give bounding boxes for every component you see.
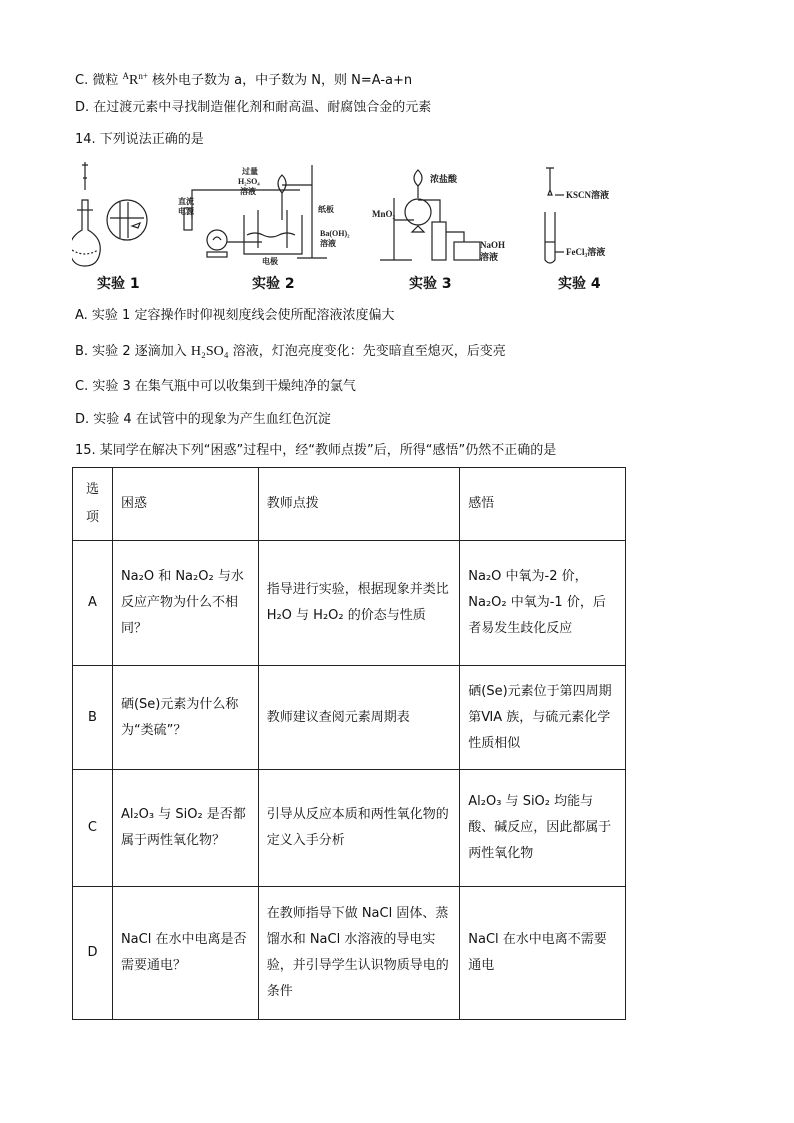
exp2-electrode-label: 电极 (262, 257, 278, 266)
option-14b: B. 实验 2 逐滴加入 H₂SO₄ 溶液，灯泡亮度变化：先变暗直至熄灭，后变亮 (75, 344, 506, 359)
row-key: C (73, 770, 113, 887)
table-header-row (73, 468, 626, 541)
q15-table (72, 467, 626, 1020)
exp3-hcl-label: 浓盐酸 (430, 174, 458, 184)
row-confusion: NaCl 在水中电离是否需要通电？ (112, 887, 258, 1020)
caption-exp4: 实验 4 (558, 276, 601, 292)
table-row (73, 887, 626, 1020)
option-14d: D. 实验 4 在试管中的现象为产生血红色沉淀 (75, 412, 331, 427)
exp3-mno2-label: MnO₂ (372, 209, 396, 219)
question-15-stem: 15. 某同学在解决下列“困惑”过程中，经“教师点拨”后，所得“感悟”仍然不正确的是 (75, 443, 557, 458)
exp2-card-label: 纸板 (318, 205, 334, 214)
option-14a: A. 实验 1 定容操作时仰视刻度线会使所配溶液浓度偏大 (75, 308, 395, 323)
exp2-acid-label-3: 溶液 (240, 187, 256, 196)
header-option: 选项 (73, 468, 113, 541)
option-13d: D. 在过渡元素中寻找制造催化剂和耐高温、耐腐蚀合金的元素 (75, 100, 432, 115)
row-guidance: 引导从反应本质和两性氧化物的定义入手分析 (258, 770, 460, 887)
exp3-naoh-label-2: 溶液 (480, 252, 499, 262)
apparatus-drawings (72, 160, 632, 295)
exp4-test-tube-icon (545, 168, 564, 263)
row-key: A (73, 541, 113, 666)
caption-exp1: 实验 1 (97, 276, 140, 292)
row-guidance: 指导进行实验，根据现象并类比 H₂O 与 H₂O₂ 的价态与性质 (258, 541, 460, 666)
exp2-power-label-1: 直流 (178, 197, 194, 206)
exp2-acid-label-2: H₂SO₄ (238, 177, 260, 186)
exp4-kscn-label: KSCN溶液 (566, 190, 610, 200)
question-14-stem: 14. 下列说法正确的是 (75, 132, 204, 147)
row-confusion: Na₂O 和 Na₂O₂ 与水反应产物为什么不相同？ (112, 541, 258, 666)
row-key: B (73, 666, 113, 770)
exp3-naoh-label-1: NaOH (480, 240, 506, 250)
row-guidance: 在教师指导下做 NaCl 固体、蒸馏水和 NaCl 水溶液的导电实验，并引导学生认识物质导电的条件 (258, 887, 460, 1020)
experiment-figure (72, 160, 632, 295)
exp2-acid-label-1: 过量 (242, 167, 258, 176)
caption-exp3: 实验 3 (409, 276, 452, 292)
row-key: D (73, 887, 113, 1020)
caption-exp2: 实验 2 (252, 276, 295, 292)
row-insight: Al₂O₃ 与 SiO₂ 均能与酸、碱反应，因此都属于两性氧化物 (460, 770, 626, 887)
option-13c: C. 微粒 $^AR^{n+}$ 核外电子数为 a，中子数为 N，则 N=A-a+n (75, 71, 413, 88)
table-row (73, 666, 626, 770)
exp4-fecl3-label: FeCl₃溶液 (566, 247, 606, 257)
table-row (73, 770, 626, 887)
row-insight: Na₂O 中氧为-2 价，Na₂O₂ 中氧为-1 价，后者易发生歧化反应 (460, 541, 626, 666)
header-guidance: 教师点拨 (258, 468, 460, 541)
header-confusion: 困惑 (112, 468, 258, 541)
option-14c: C. 实验 3 在集气瓶中可以收集到干燥纯净的氯气 (75, 379, 356, 394)
exp2-baoh-label-1: Ba(OH)₂ (320, 229, 350, 238)
exp2-power-label-2: 电源 (178, 207, 194, 216)
exp1-volumetric-flask-icon (72, 162, 147, 266)
row-insight: NaCl 在水中电离不需要通电 (460, 887, 626, 1020)
row-guidance: 教师建议查阅元素周期表 (258, 666, 460, 770)
exp2-baoh-label-2: 溶液 (320, 239, 336, 248)
table-row (73, 541, 626, 666)
header-insight: 感悟 (460, 468, 626, 541)
row-confusion: 硒(Se)元素为什么称为“类硫”？ (112, 666, 258, 770)
row-confusion: Al₂O₃ 与 SiO₂ 是否都属于两性氧化物？ (112, 770, 258, 887)
row-insight: 硒(Se)元素位于第四周期第ⅥA 族，与硫元素化学性质相似 (460, 666, 626, 770)
